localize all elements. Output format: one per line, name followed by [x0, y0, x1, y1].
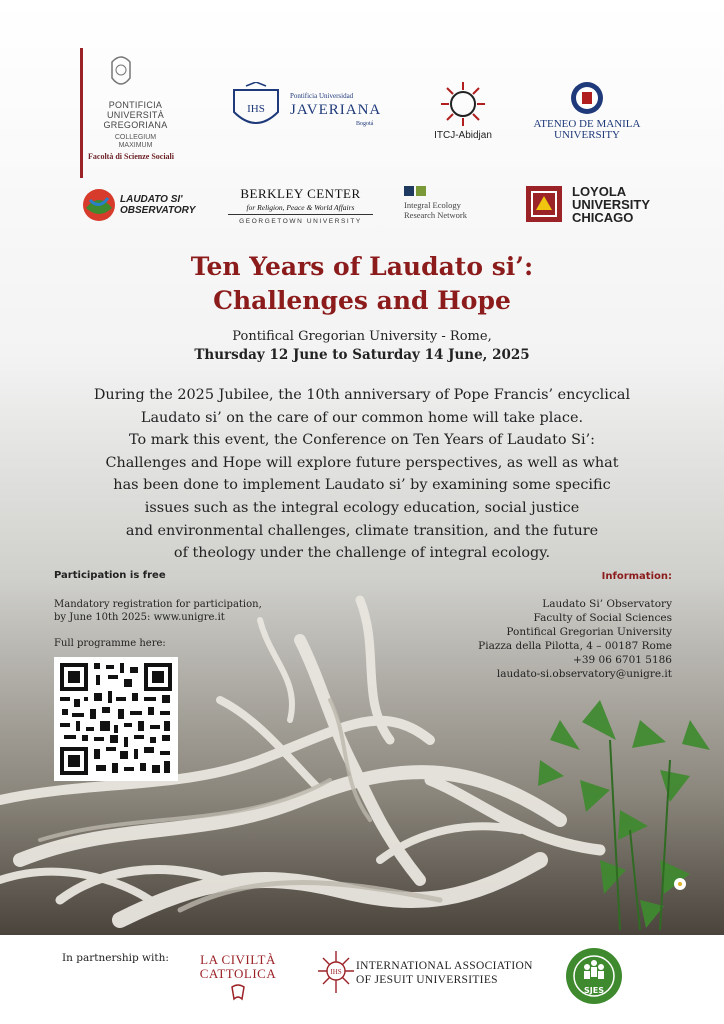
gregoriana-sub2: MAXIMUM	[118, 142, 153, 149]
registration-line1: Mandatory registration for participation,	[54, 599, 262, 610]
info-email[interactable]: laudato-si.observatory@unigre.it	[496, 668, 672, 680]
event-dates: Thursday 12 June to Saturday 14 June, 2025	[194, 347, 530, 363]
information-heading: Information:	[601, 571, 672, 582]
event-venue: Pontifical Gregorian University - Rome,	[232, 329, 492, 344]
iaju-line1: INTERNATIONAL ASSOCIATION	[356, 960, 533, 972]
itcj-name: ITCJ-Abidjan	[434, 130, 492, 141]
gregoriana-seal-icon	[106, 52, 136, 92]
itcj-sun-icon	[430, 80, 496, 128]
iaju-cross-icon	[316, 949, 356, 995]
civilta-emblem-icon	[228, 983, 248, 1001]
berkley-name: BERKLEY CENTER	[240, 186, 361, 201]
gregoriana-name	[88, 100, 183, 130]
javeriana-name: JAVERIANA	[290, 102, 382, 118]
event-title	[0, 250, 724, 318]
description-line: issues such as the integral ecology education, social justice	[144, 499, 580, 516]
gregoriana-line3: GREGORIANA	[103, 120, 168, 130]
partnership-label: In partnership with:	[62, 952, 169, 964]
berkley-rule	[228, 214, 373, 215]
berkley-univ: GEORGETOWN UNIVERSITY	[239, 218, 362, 225]
partnership-footer	[0, 935, 724, 1024]
sjes-logo	[563, 945, 625, 1007]
ateneo-seal-icon	[522, 80, 652, 116]
info-phone[interactable]: +39 06 6701 5186	[573, 654, 672, 666]
sjes-label: SJES	[584, 986, 604, 995]
iern-square-blue-icon	[404, 186, 414, 196]
iaju-name	[356, 959, 533, 987]
civilta-cattolica-logo	[192, 953, 284, 1003]
gregoriana-logo	[80, 28, 190, 164]
event-description	[56, 384, 668, 565]
info-line: Laudato Si’ Observatory	[542, 598, 672, 610]
gregoriana-line1: PONTIFICIA	[108, 100, 163, 110]
gregoriana-sub	[88, 134, 183, 150]
civilta-line1: LA CIVILTÀ	[200, 952, 276, 967]
title-line1: Ten Years of Laudato si’:	[190, 252, 534, 281]
loyola-line3: CHICAGO	[572, 210, 634, 225]
berkley-center-logo	[228, 186, 378, 230]
iern-line2: Research Network	[404, 210, 468, 220]
description-line: and environmental challenges, climate transition, and the future	[125, 522, 599, 539]
ateneo-line1: ATENEO DE MANILA	[533, 118, 641, 130]
javeriana-top: Pontificia Universidad	[290, 92, 354, 100]
iern-logo	[404, 186, 504, 230]
participation-heading: Participation is free	[54, 570, 166, 581]
information-block	[412, 570, 672, 681]
participation-block	[54, 570, 314, 649]
observatory-name	[120, 194, 195, 216]
iern-line1: Integral Ecology	[404, 200, 461, 210]
itcj-logo	[430, 80, 496, 150]
qr-code[interactable]	[54, 657, 178, 781]
title-line2: Challenges and Hope	[213, 286, 511, 315]
ateneo-logo	[522, 80, 652, 140]
description-line: of theology under the challenge of integral ecology.	[173, 545, 551, 562]
loyola-line2: UNIVERSITY	[572, 197, 651, 212]
iaju-logo	[316, 949, 546, 999]
iern-name	[404, 200, 467, 220]
laudato-si-observatory-logo	[80, 186, 195, 226]
svg-text:IHS: IHS	[330, 968, 342, 976]
description-line: Challenges and Hope will explore future perspectives, as well as what	[105, 454, 619, 471]
javeriana-crest-icon	[228, 82, 284, 134]
info-line: Pontifical Gregorian University	[506, 626, 672, 638]
ateneo-name	[522, 119, 652, 141]
loyola-shield-icon	[522, 182, 566, 226]
description-line: has been done to implement Laudato si’ by examining some specific	[113, 477, 611, 494]
iern-square-green-icon	[416, 186, 426, 196]
ateneo-line2: UNIVERSITY	[554, 129, 620, 141]
loyola-logo	[522, 182, 672, 232]
observatory-line1: LAUDATO SI'	[120, 194, 183, 205]
gregoriana-faculty: Facoltà di Scienze Sociali	[88, 152, 174, 161]
description-line: To mark this event, the Conference on Ten Years of Laudato Si’:	[128, 432, 596, 449]
loyola-line1: LOYOLA	[572, 184, 627, 199]
observatory-globe-icon	[80, 186, 118, 224]
svg-text:IHS: IHS	[247, 103, 265, 115]
programme-label: Full programme here:	[54, 638, 166, 649]
gregoriana-sub1: COLLEGIUM	[114, 134, 157, 141]
iaju-line2: OF JESUIT UNIVERSITIES	[356, 974, 498, 986]
civilta-line2: CATTOLICA	[199, 966, 277, 981]
gregoriana-line2: UNIVERSITÀ	[106, 110, 164, 120]
javeriana-logo	[228, 82, 382, 137]
observatory-line2: OBSERVATORY	[120, 205, 196, 216]
info-line: Piazza della Pilotta, 4 – 00187 Rome	[478, 640, 672, 652]
description-line: Laudato si’ on the care of our common home will take place.	[140, 409, 584, 426]
loyola-name	[572, 185, 650, 224]
javeriana-city: Bogotá	[356, 121, 374, 127]
registration-line2[interactable]: by June 10th 2025: www.unigre.it	[54, 612, 225, 623]
logo-accent-bar	[80, 48, 83, 178]
info-line: Faculty of Social Sciences	[533, 612, 672, 624]
registration-note	[54, 598, 262, 624]
description-line: During the 2025 Jubilee, the 10th anniversary of Pope Francis’ encyclical	[93, 387, 631, 403]
berkley-sub: for Religion, Peace & World Affairs	[246, 203, 355, 212]
